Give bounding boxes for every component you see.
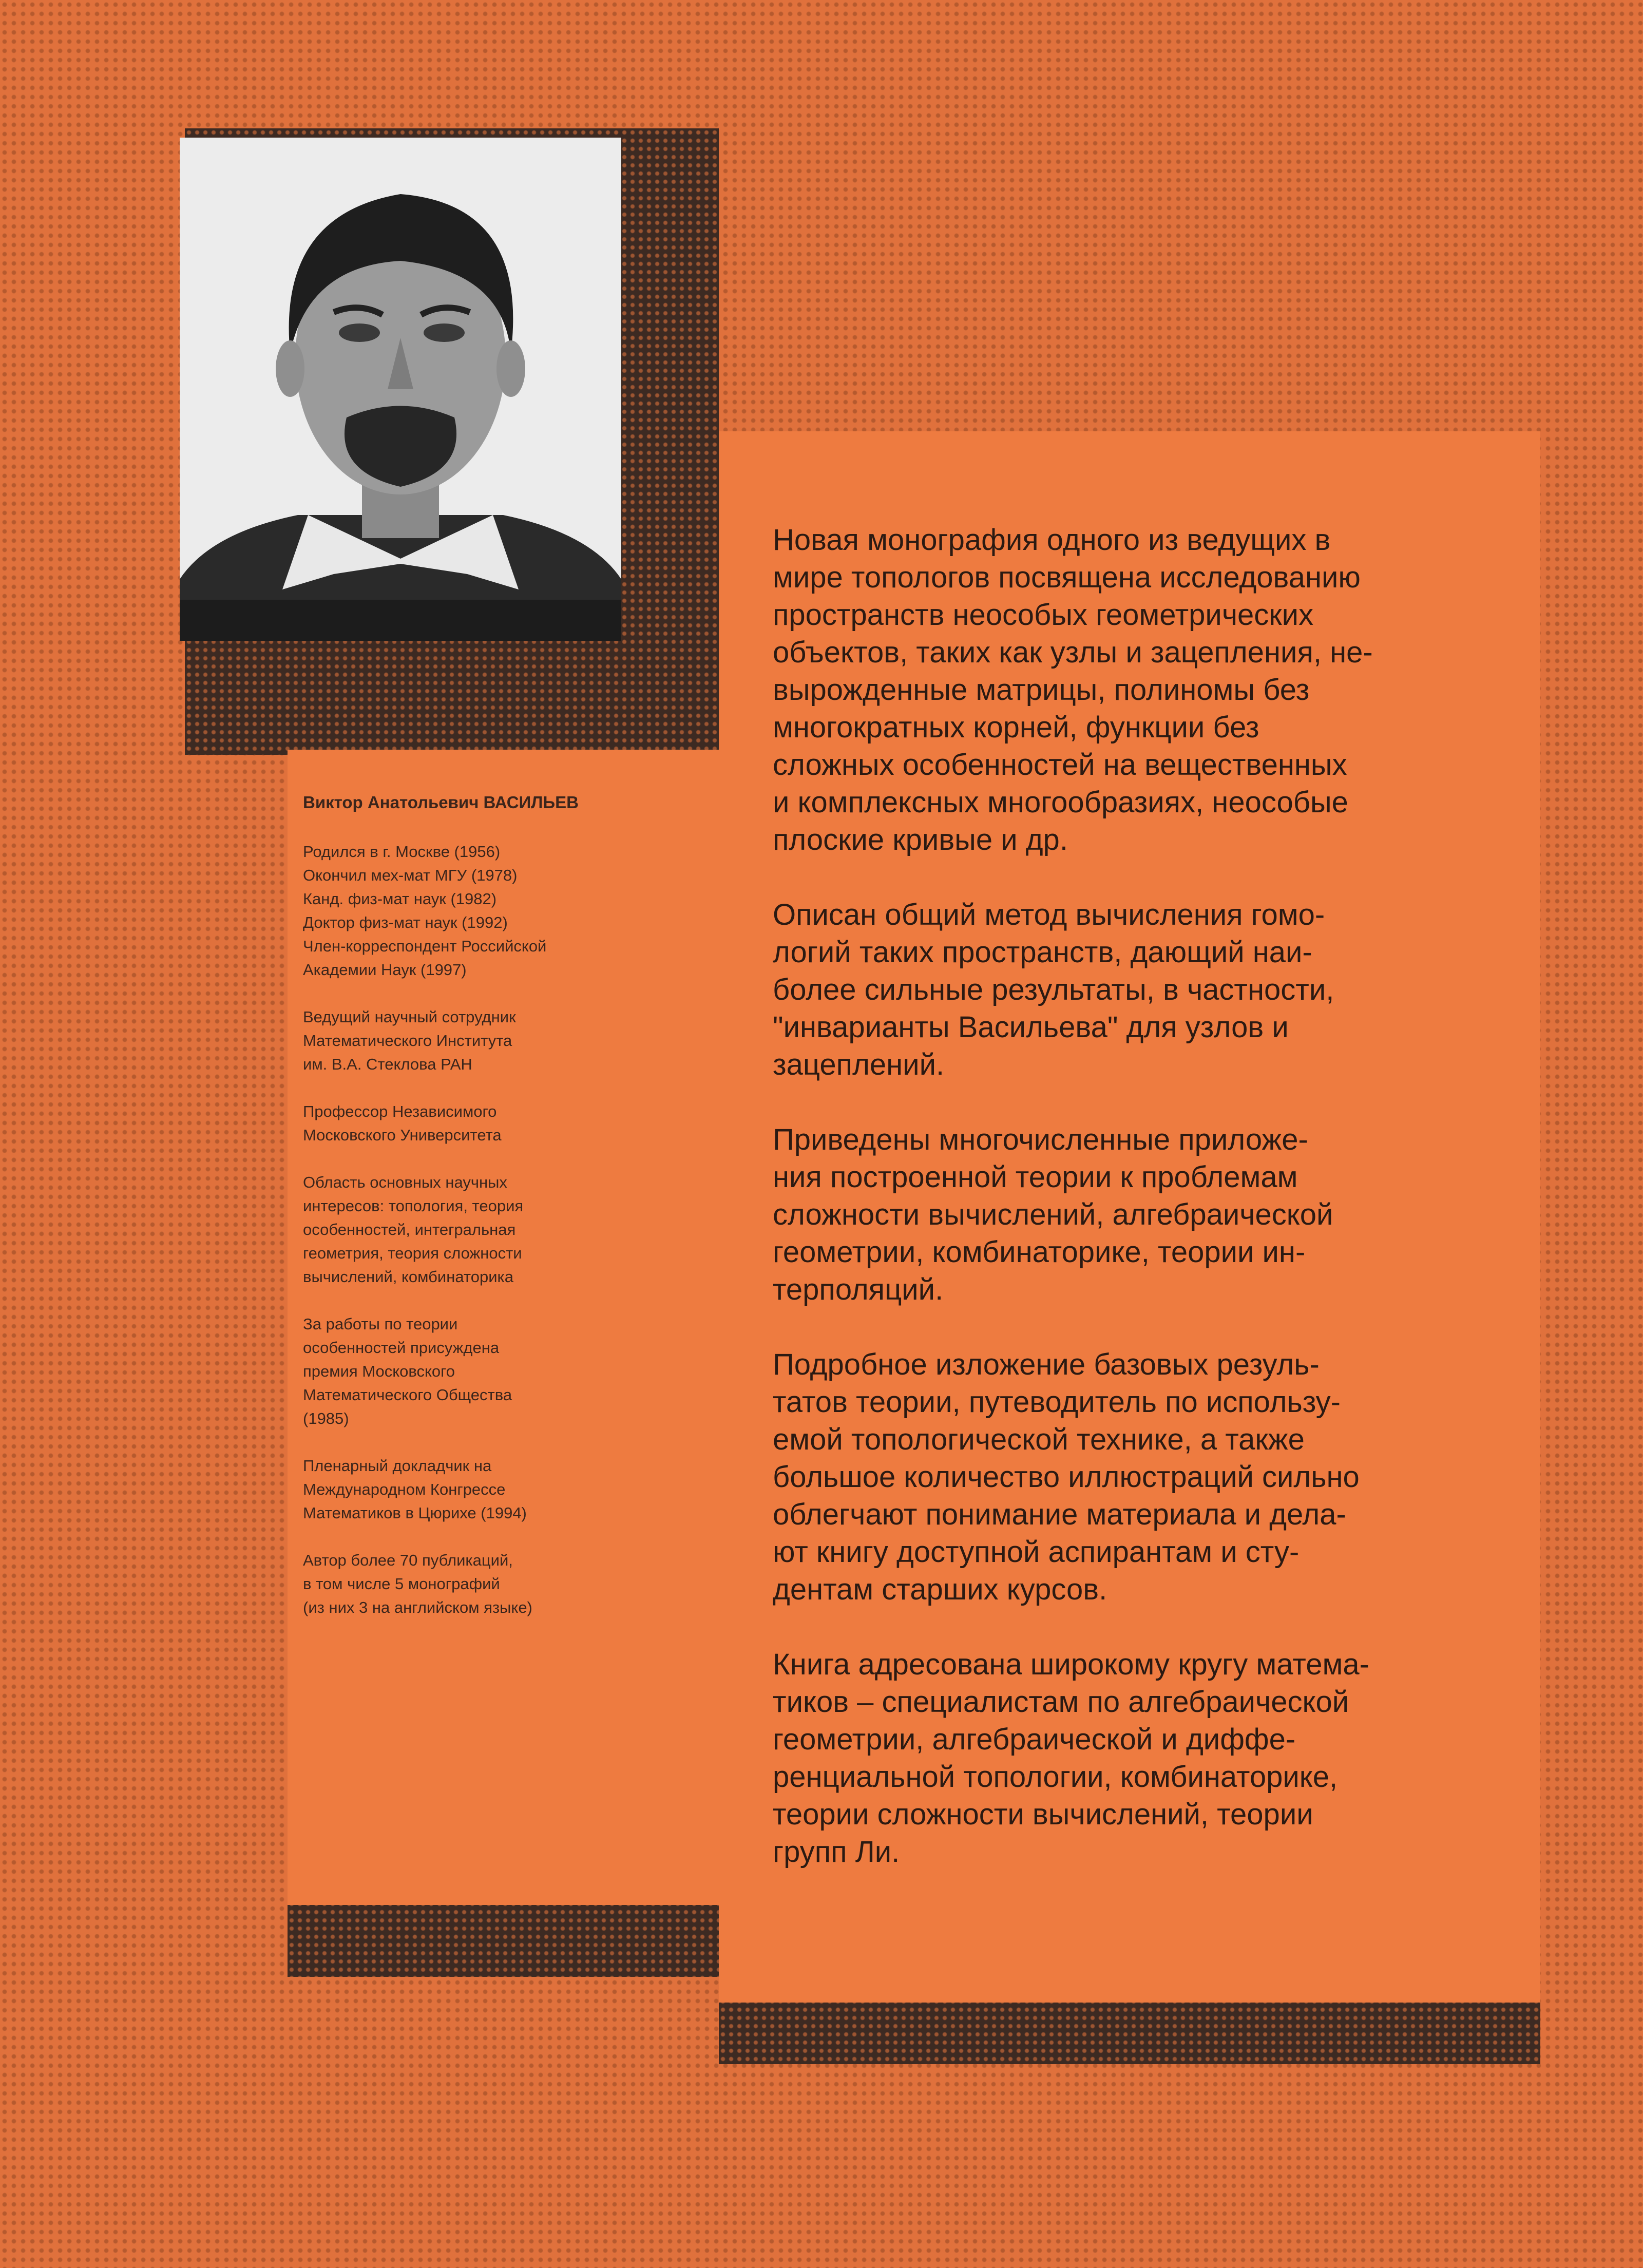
bio-paragraph: Профессор Независимого Московского Университета	[303, 1102, 502, 1144]
description-paragraph: Описан общий метод вычисления гомо- логий таких пространств, дающий наи- более сильные результаты, в частности, "инварианты Васильева" для узлов и зацеплений.	[773, 898, 1334, 1081]
bio-paragraph: За работы по теории особенностей присуждена премия Московского Математического Общества (1985)	[303, 1315, 512, 1427]
bio-paragraph: Родился в г. Москве (1956) Окончил мех-мат МГУ (1978) Канд. физ-мат наук (1982) Доктор физ-мат наук (1992) Член-корреспондент Российской Академии Наук (1997)	[303, 843, 547, 979]
author-name: Виктор Анатольевич ВАСИЛЬЕВ	[303, 793, 579, 812]
description-panel-shadow	[719, 1997, 1540, 2064]
description-paragraph: Подробное изложение базовых резуль- татов теории, путеводитель по использу- емой топологической технике, а также большое количество иллюстраций сильно облегчают понимание материала и дела- ют книгу доступной аспирантам и сту- дентам старших курсов.	[773, 1348, 1360, 1606]
description-paragraph: Новая монография одного из ведущих в мире топологов посвящена исследованию пространств неособых геометрических объектов, таких как узлы и зацепления, не- вырожденные матрицы, полиномы без многократных корней, функции без сложных особенностей на вещественных и комплексных многообразиях, неособые плоские кривые и др.	[773, 523, 1373, 856]
author-portrait	[180, 138, 621, 641]
book-description	[773, 521, 1481, 1908]
bio-paragraph: Область основных научных интересов: топология, теория особенностей, интегральная геометрия, теория сложности вычислений, комбинаторика	[303, 1173, 524, 1286]
author-bio	[303, 791, 714, 1643]
bio-paragraph: Автор более 70 публикаций, в том числе 5 монографий (из них 3 на английском языке)	[303, 1551, 532, 1616]
description-paragraph: Приведены многочисленные приложе- ния построенной теории к проблемам сложности вычислений, алгебраической геометрии, комбинаторике, теории ин- терполяций.	[773, 1123, 1333, 1306]
bio-panel-shadow	[288, 1900, 719, 1977]
description-paragraph: Книга адресована широкому кругу матема- тиков – специалистам по алгебраической геометрии, алгебраической и диффе- ренциальной топологии, комбинаторике, теории сложности вычислений, теории групп Ли.	[773, 1648, 1369, 1869]
bio-paragraph: Пленарный докладчик на Международном Конгрессе Математиков в Цюрихе (1994)	[303, 1457, 527, 1522]
bio-paragraph: Ведущий научный сотрудник Математического Института им. В.А. Стеклова РАН	[303, 1008, 516, 1073]
